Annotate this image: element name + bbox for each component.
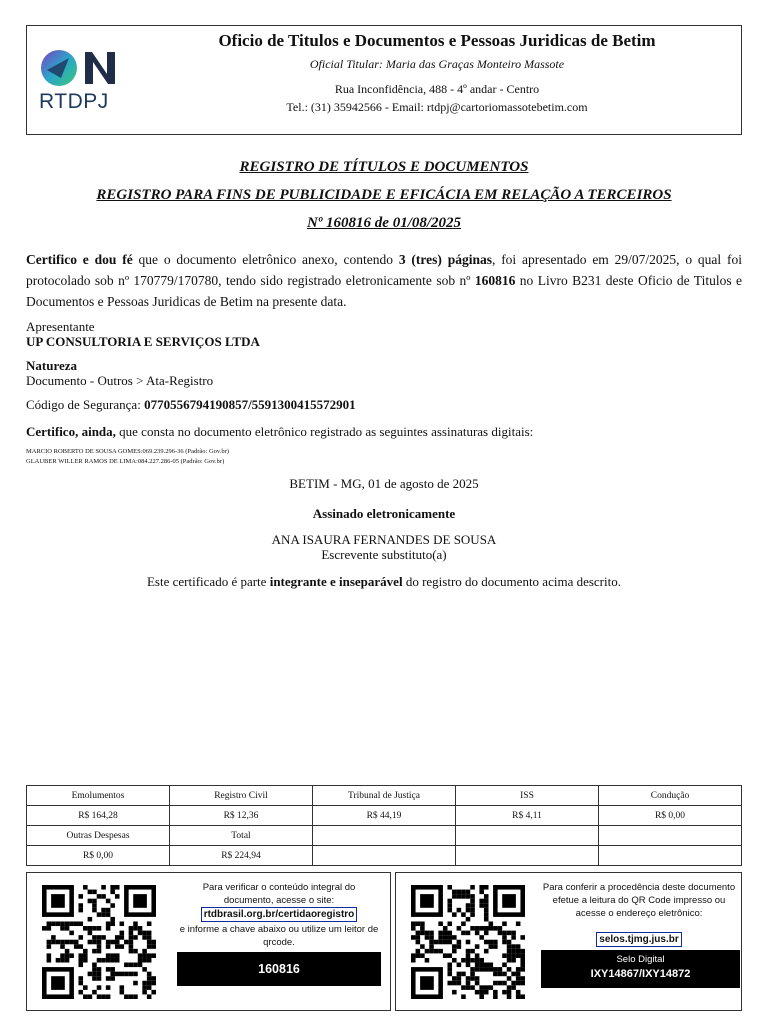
rtdpj-logo [39, 48, 119, 114]
integral-post: do registro do documento acima descrito. [402, 574, 621, 589]
fee-value [313, 846, 456, 866]
cert-lead: Certifico e dou fé [26, 252, 133, 267]
fee-value: R$ 44,19 [313, 806, 456, 826]
seal-value: IXY14867/IXY14872 [590, 968, 691, 980]
seal-verify-text: Para conferir a procedência deste documento efetue a leitura do QR Code impresso ou acesse o endereço eletrônico: [542, 882, 736, 919]
fee-label: Emolumentos [27, 786, 170, 806]
official-name: Oficial Titular: Maria das Graças Monteiro Massote [309, 57, 565, 71]
fee-value: R$ 0,00 [599, 806, 742, 826]
fee-value: R$ 12,36 [170, 806, 313, 826]
cert-pages: 3 (tres) páginas [398, 252, 492, 267]
fee-label: Registro Civil [170, 786, 313, 806]
office-title: Oficio de Titulos e Documentos e Pessoas Juridicas de Betim [218, 31, 656, 50]
fee-label [599, 826, 742, 846]
seal-link-wrap [541, 932, 737, 947]
registry-link[interactable]: rtdbrasil.org.br/certidaoregistro [201, 907, 358, 922]
also-certify-line [26, 424, 533, 440]
signature-entry: GLAUBER WILLER RAMOS DE LIMA:084.227.286-05 (Padrão: Gov.br) [26, 458, 225, 465]
nature-value: Documento - Outros > Ata-Registro [26, 373, 214, 388]
fee-value: R$ 0,00 [27, 846, 170, 866]
fees-label-row [27, 826, 742, 846]
doc-title-1: REGISTRO DE TÍTULOS E DOCUMENTOS [239, 159, 529, 175]
integral-statement [0, 574, 768, 590]
fees-label-row [27, 786, 742, 806]
digital-seal [541, 950, 740, 988]
verification-key: 160816 [177, 952, 381, 986]
signer-name: ANA ISAURA FERNANDES DE SOUSA [271, 532, 497, 547]
verify-link-wrap [177, 907, 381, 922]
office-header [26, 25, 742, 135]
fee-label: ISS [456, 786, 599, 806]
seal-label: Selo Digital [616, 954, 665, 965]
fee-label: Condução [599, 786, 742, 806]
verify-text-2: e informe a chave abaixo ou utilize um leitor de qrcode. [179, 924, 379, 948]
security-code-line [26, 397, 356, 413]
cert-number: 160816 [474, 273, 516, 288]
nature-label: Natureza [26, 358, 78, 373]
fees-value-row [27, 846, 742, 866]
cert-text-3: no Livro B231 deste Oficio de Titulos e Documentos e Pessoas Juridicas de Betim na presente data. [26, 273, 742, 309]
integral-pre: Este certificado é parte [146, 574, 270, 589]
fee-label: Outras Despesas [27, 826, 170, 846]
fee-label: Tribunal de Justiça [313, 786, 456, 806]
presenter-name: UP CONSULTORIA E SERVIÇOS LTDA [26, 334, 260, 349]
signed-label: Assinado eletronicamente [312, 506, 456, 521]
place-date: BETIM - MG, 01 de agosto de 2025 [289, 476, 479, 491]
doc-title-3: Nº 160816 de 01/08/2025 [306, 215, 462, 231]
logo-mark-icon [39, 48, 119, 88]
qr-code-icon[interactable] [39, 885, 159, 999]
fees-table [26, 785, 742, 866]
integral-bold: integrante e inseparável [269, 574, 403, 589]
presenter-label: Apresentante [26, 319, 95, 334]
fee-value [456, 846, 599, 866]
fee-value: R$ 164,28 [27, 806, 170, 826]
security-label: Código de Segurança: [26, 397, 145, 412]
security-code: 0770556794190857/5591300415572901 [144, 397, 356, 412]
logo-text: RTDPJ [39, 90, 109, 113]
verify-registry-box [26, 872, 391, 1011]
certificate-paragraph [26, 249, 742, 312]
also-lead: Certifico, ainda, [26, 424, 116, 439]
fee-value: R$ 224,94 [170, 846, 313, 866]
seal-link[interactable]: selos.tjmg.jus.br [596, 932, 681, 947]
doc-title-2: REGISTRO PARA FINS DE PUBLICIDADE E EFICÁCIA EM RELAÇÃO A TERCEIROS [96, 187, 672, 203]
fee-label: Total [170, 826, 313, 846]
cert-text-1: que o documento eletrônico anexo, contendo [132, 252, 399, 267]
office-address: Rua Inconfidência, 488 - 4º andar - Centro [334, 82, 540, 96]
signature-entry: MARCIO ROBERTO DE SOUSA GOMES:069.239.296-36 (Padrão: Gov.br) [26, 448, 229, 455]
signer-role: Escrevente substituto(a) [321, 547, 447, 562]
verify-text-1: Para verificar o conteúdo integral do documento, acesse o site: [202, 882, 356, 906]
office-contact: Tel.: (31) 35942566 - Email: rtdpj@cartoriomassotebetim.com [286, 100, 588, 114]
fee-label [456, 826, 599, 846]
qr-code-icon[interactable] [408, 885, 528, 999]
fee-value [599, 846, 742, 866]
also-text: que consta no documento eletrônico registrado as seguintes assinaturas digitais: [115, 424, 534, 439]
fees-value-row [27, 806, 742, 826]
fee-value: R$ 4,11 [456, 806, 599, 826]
verify-seal-box [395, 872, 742, 1011]
cert-text-2: , foi apresentado em 29/07/2025, o qual foi protocolado sob nº 170779/170780, tendo sido registrado eletronicamente sob nº [26, 252, 742, 288]
fee-label [313, 826, 456, 846]
